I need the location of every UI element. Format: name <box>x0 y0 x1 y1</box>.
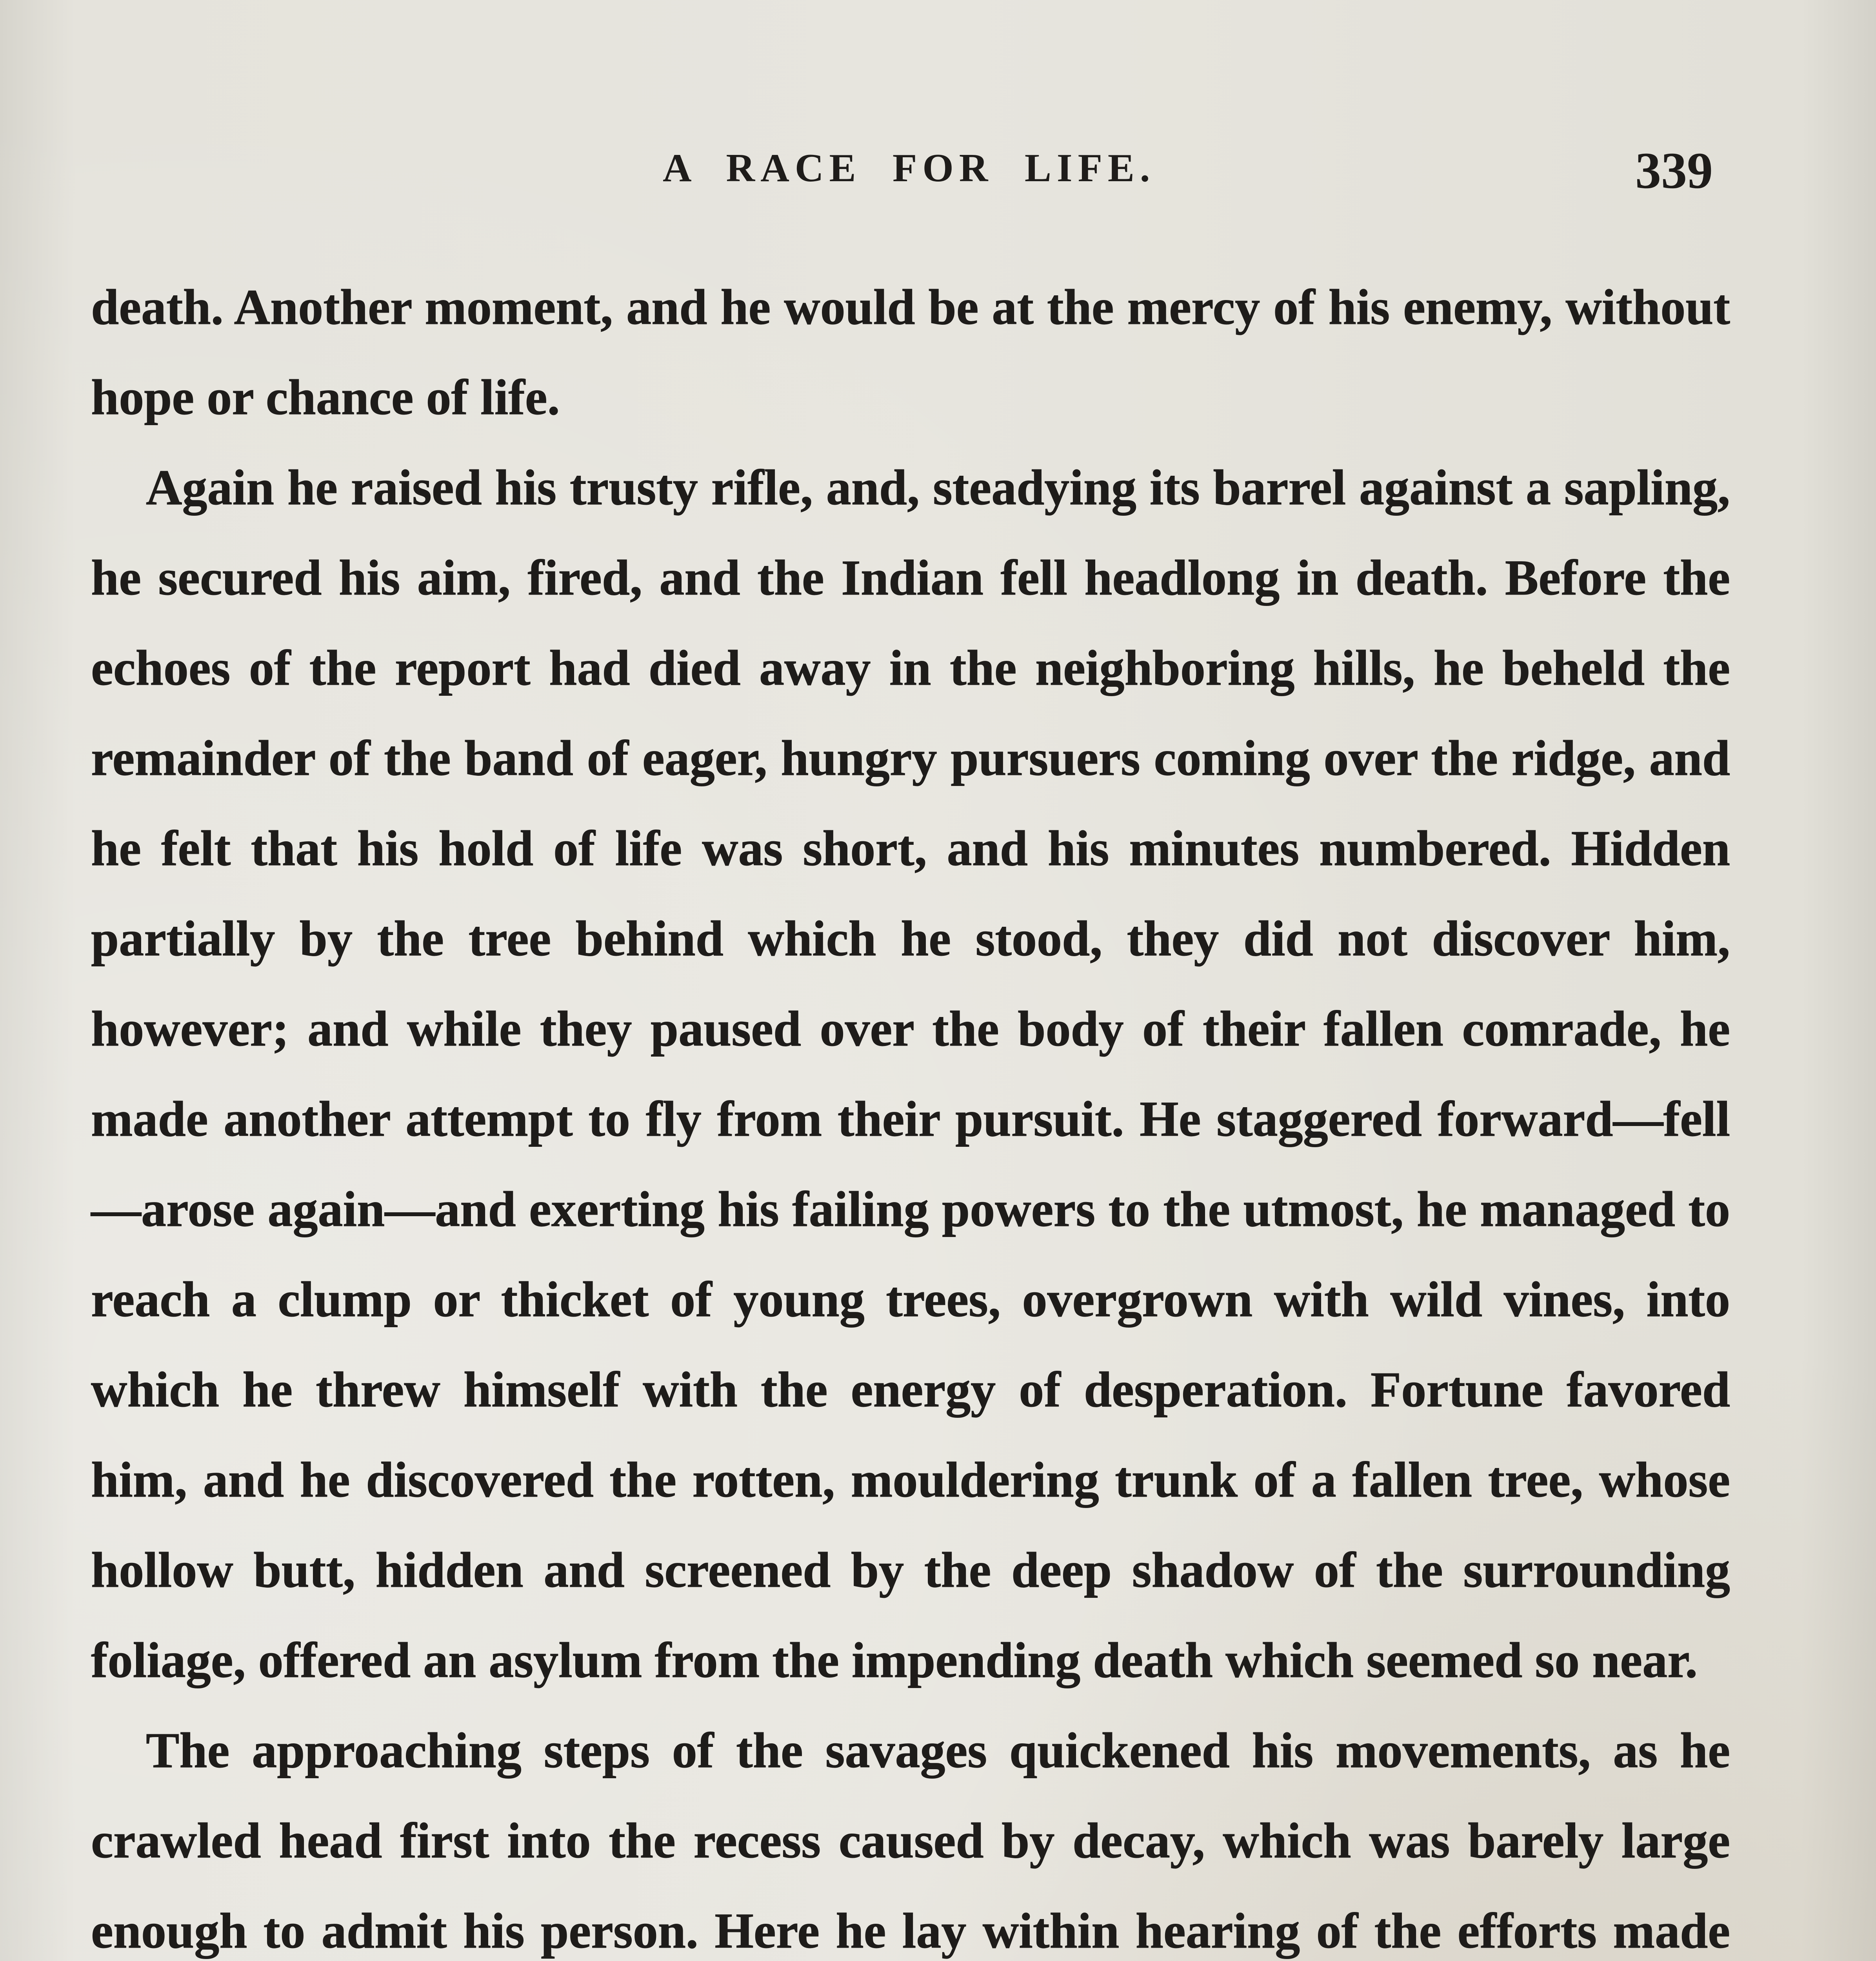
paragraph-continued: death. Another moment, and he would be at the mercy of his enemy, without hope or chance of life. <box>91 279 1730 425</box>
page-number: 339 <box>1635 142 1713 199</box>
running-head <box>0 142 1876 204</box>
page-body-text <box>91 262 1730 1961</box>
chapter-title: A RACE FOR LIFE. <box>663 146 1156 190</box>
paragraph: The approaching steps of the savages quickened his movements, as he crawled head first into the recess caused by decay, which was barely large enough to admit his person. Here he lay within hearing of the efforts made <box>91 1723 1730 1959</box>
paragraph: Again he raised his trusty rifle, and, steadying its barrel against a sapling, he secured his aim, fired, and the Indian fell headlong in death. Before the echoes of the report had died away in the neighboring hills, he beheld the remainder of the band of eager, hungry pursuers coming over the ridge, and he felt that his hold of life was short, and his minutes numbered. Hidden partially by the tree behind which he stood, they did not discover him, however; and while they paused over the body of their fallen comrade, he made another attempt to fly from their pursuit. He staggered forward—fell—arose again—and exerting his failing powers to the utmost, he managed to reach a clump or thicket of young trees, overgrown with wild vines, into which he threw himself with the energy of desperation. Fortune favored him, and he discovered the rotten, mouldering trunk of a fallen tree, whose hollow butt, hidden and screened by the deep shadow of the surrounding foliage, offered an asylum from the impending death which seemed so near. <box>91 460 1730 1688</box>
